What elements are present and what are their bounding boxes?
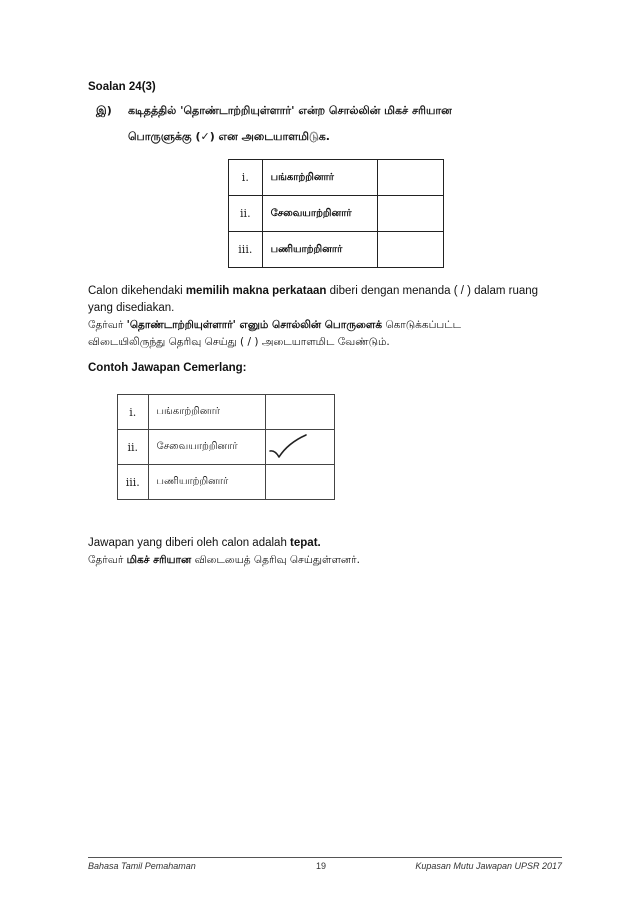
option-number: iii.	[118, 465, 149, 500]
answer-box[interactable]	[266, 465, 335, 500]
option-number: iii.	[229, 232, 263, 268]
section-title: Soalan 24(3)	[88, 81, 156, 93]
table-row	[229, 160, 444, 196]
answer-box[interactable]	[377, 160, 443, 196]
example-options-table	[117, 394, 335, 500]
result-text: Jawapan yang diberi oleh calon adalah	[88, 537, 291, 549]
question-label: இ)	[96, 104, 112, 117]
option-number: i.	[118, 395, 149, 430]
page-number: 19	[316, 861, 327, 871]
explanation-text: விடையிலிருந்து தெரிவு செய்து ( / ) அடையாளமிட வேண்டும்.	[88, 336, 390, 348]
answer-box[interactable]	[266, 395, 335, 430]
option-word: சேவையாற்றினார்	[262, 196, 377, 232]
table-row	[118, 395, 335, 430]
table-row	[118, 465, 335, 500]
answer-box[interactable]	[377, 232, 443, 268]
explanation-malay	[88, 283, 566, 317]
example-title: Contoh Jawapan Cemerlang:	[88, 362, 247, 374]
result-text: தேர்வர்	[88, 554, 127, 566]
option-word: பங்காற்றினார்	[262, 160, 377, 196]
explanation-text: yang disediakan.	[88, 302, 175, 314]
question-options-table	[228, 159, 444, 268]
result-bold: tepat.	[290, 537, 321, 549]
footer-left: Bahasa Tamil Pemahaman	[88, 861, 196, 871]
option-word: பணியாற்றினார்	[148, 465, 266, 500]
explanation-tamil	[88, 317, 566, 351]
option-number: ii.	[118, 430, 149, 465]
option-word: சேவையாற்றினார்	[148, 430, 266, 465]
result-bold: மிகச் சரியான	[126, 554, 192, 566]
table-row	[229, 232, 444, 268]
answer-box[interactable]	[377, 196, 443, 232]
answer-box[interactable]	[266, 430, 335, 465]
explanation-text: Calon dikehendaki	[88, 285, 186, 297]
explanation-bold: 'தொண்டாற்றியுள்ளார்' எனும் சொல்லின் பொருளைக்	[126, 319, 383, 331]
option-word: பங்காற்றினார்	[148, 395, 266, 430]
explanation-bold: memilih makna perkataan	[185, 285, 327, 297]
result-tamil	[88, 552, 360, 569]
checkmark-icon	[266, 431, 332, 464]
option-number: i.	[229, 160, 263, 196]
question-line-1: கடிதத்தில் 'தொண்டாற்றியுள்ளார்' என்ற சொல்லின் மிகச் சரியான	[128, 104, 452, 117]
footer-right: Kupasan Mutu Jawapan UPSR 2017	[415, 861, 562, 871]
option-word: பணியாற்றினார்	[262, 232, 377, 268]
footer-divider	[88, 857, 562, 858]
explanation-text: தேர்வர்	[88, 319, 127, 331]
table-row	[229, 196, 444, 232]
question-line-2: பொருளுக்கு (✓) என அடையாளமிடுக.	[128, 130, 330, 143]
result-text: விடையைத் தெரிவு செய்துள்ளனர்.	[191, 554, 360, 566]
table-row	[118, 430, 335, 465]
explanation-text: கொடுக்கப்பட்ட	[382, 319, 461, 331]
option-number: ii.	[229, 196, 263, 232]
explanation-text: diberi dengan menanda ( / ) dalam ruang	[326, 285, 539, 297]
result-malay	[88, 535, 321, 552]
